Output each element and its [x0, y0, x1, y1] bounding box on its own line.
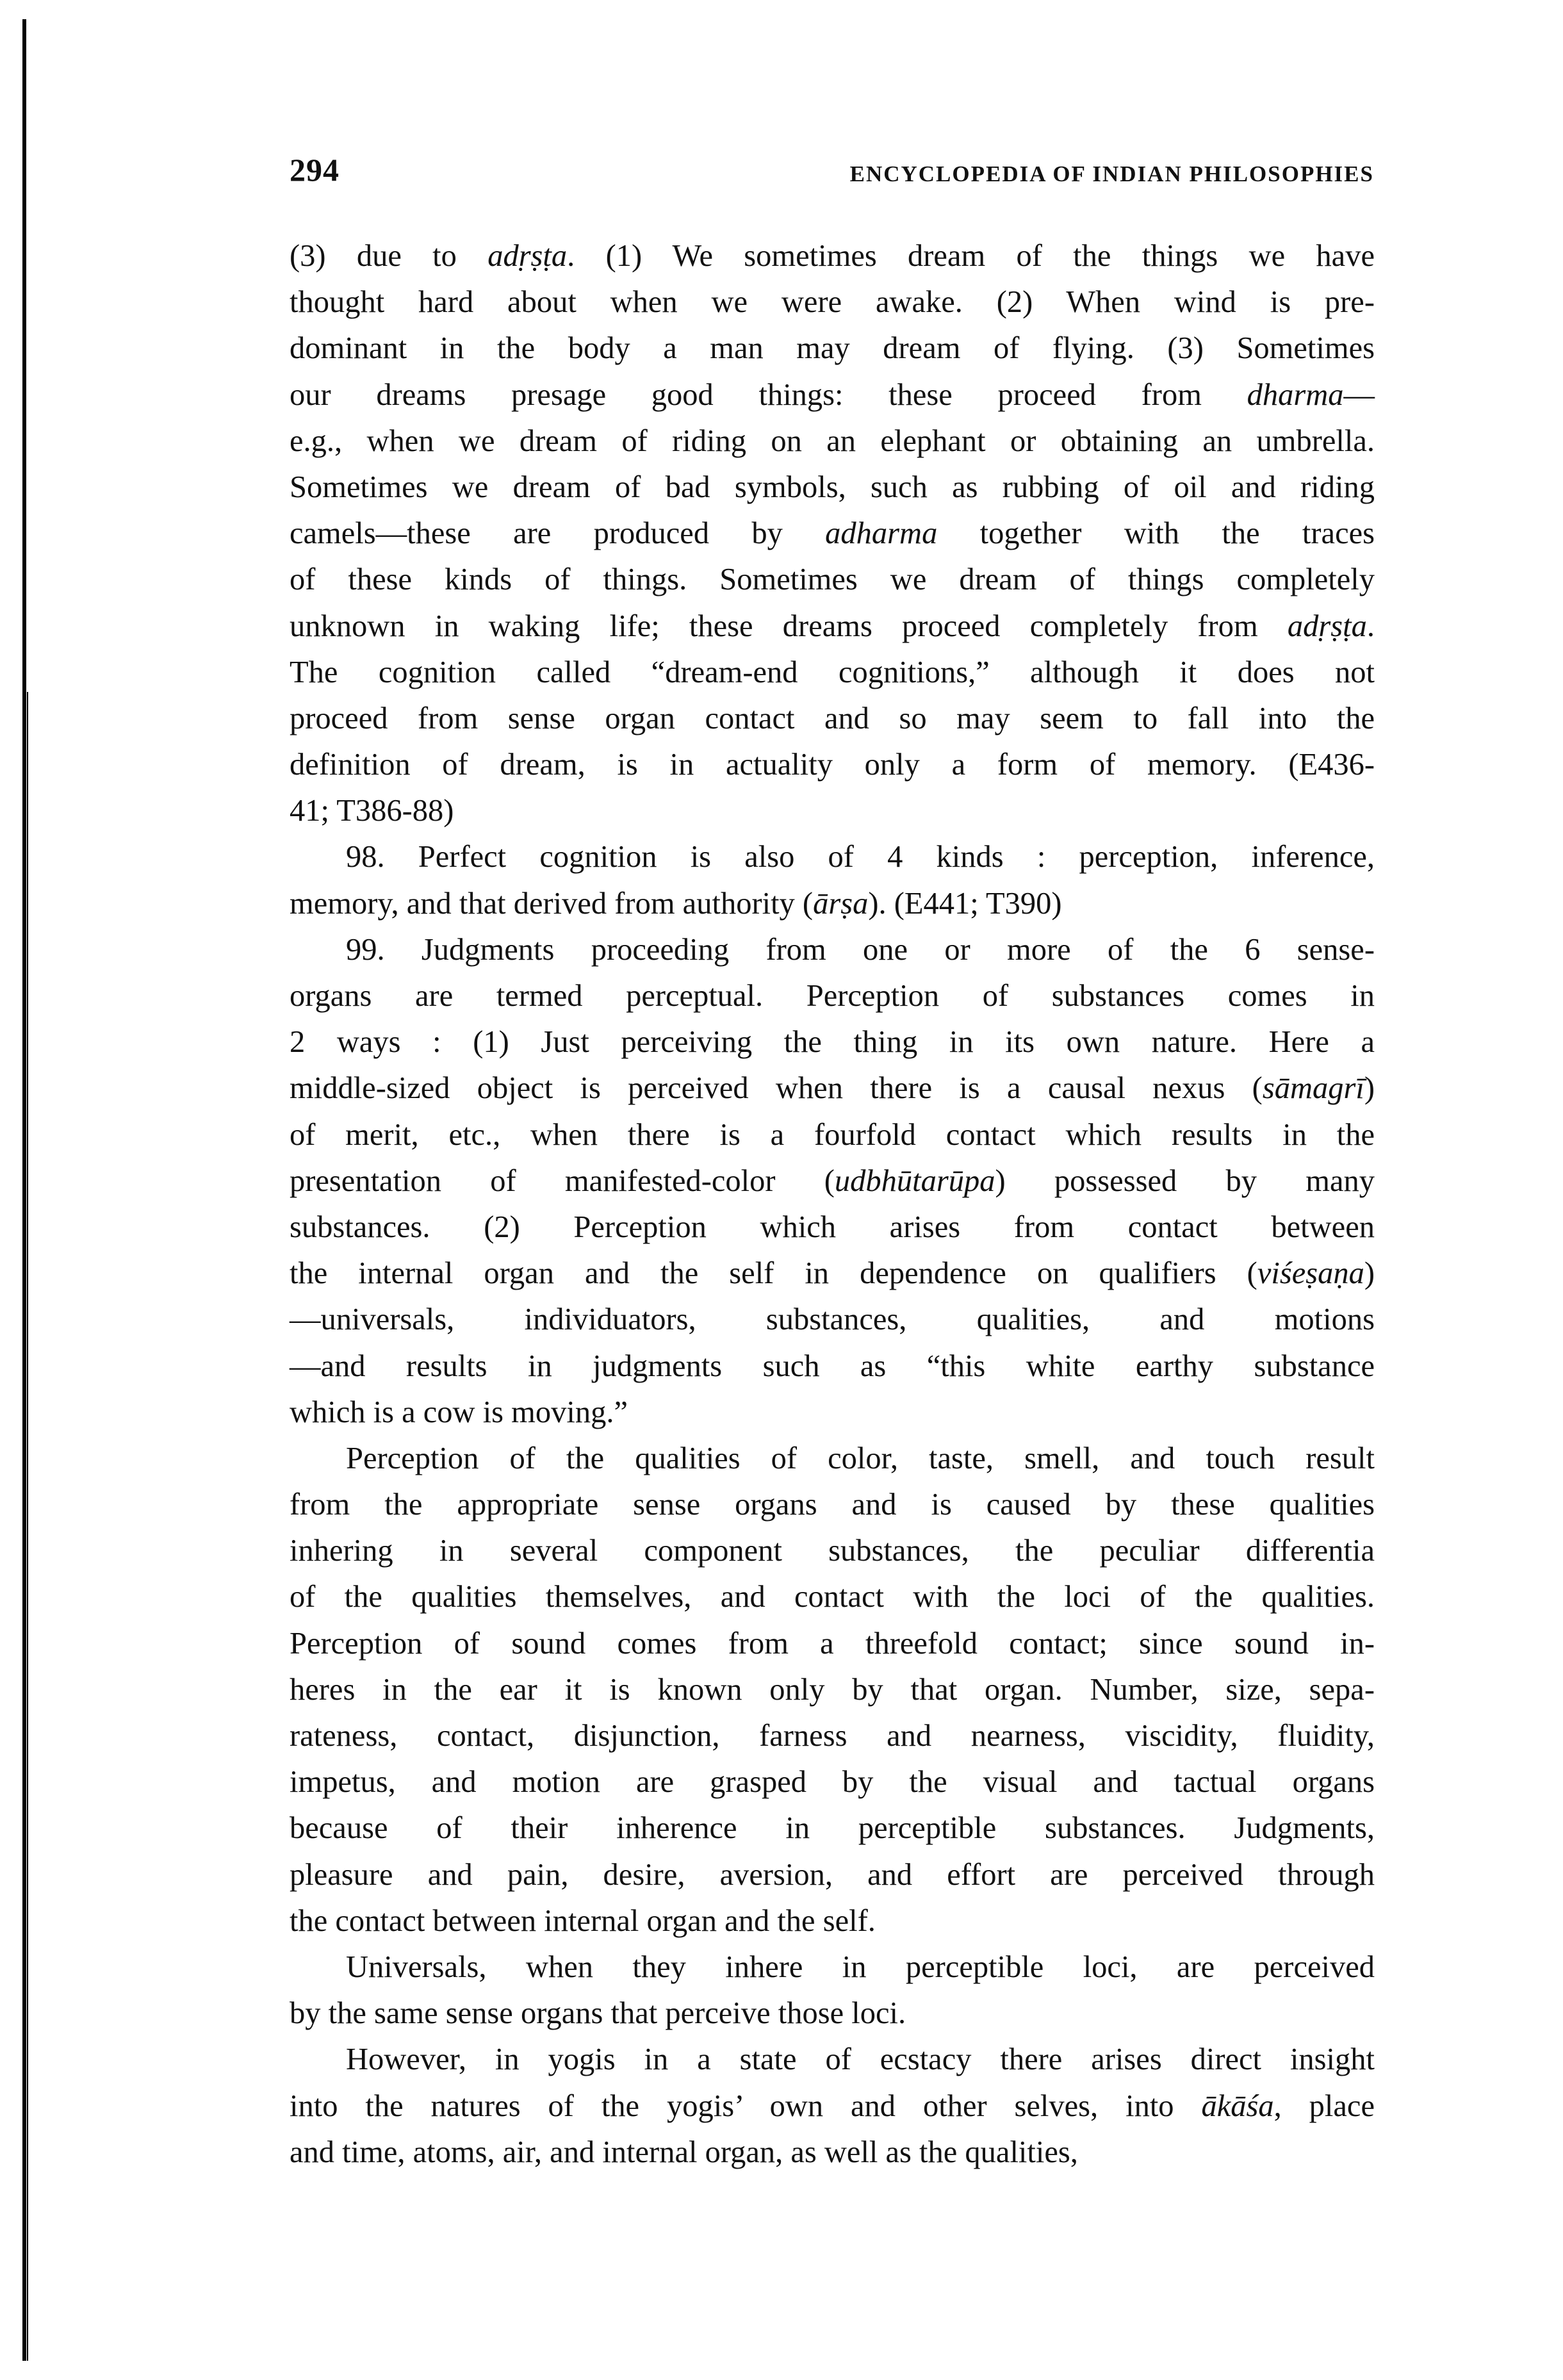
text-run: middle-sized object is perceived when there is a causal nexus (	[290, 1071, 1263, 1106]
text-run: Sometimes we dream of bad symbols, such as rubbing of oil and riding	[290, 470, 1375, 504]
text-run: —and results in judgments such as “this white earthy substance	[290, 1349, 1375, 1383]
text-line	[290, 1297, 1375, 1343]
text-run: )	[1364, 1256, 1375, 1291]
text-run: thought hard about when we were awake. (2) When wind is pre-	[290, 285, 1375, 320]
text-line	[290, 557, 1375, 603]
text-line	[290, 233, 1375, 279]
text-run: Universals, when they inhere in perceptible loci, are perceived	[346, 1949, 1375, 1984]
text-line	[290, 511, 1375, 557]
text-line	[290, 1805, 1375, 1851]
text-line	[290, 1713, 1375, 1759]
paragraph-perception-qualities	[290, 1436, 1375, 1944]
text-run: proceed from sense organ contact and so may seem to fall into the	[290, 701, 1375, 735]
text-line	[290, 742, 1375, 788]
text-line	[290, 881, 1375, 927]
text-line	[290, 1528, 1375, 1574]
text-run: 98. Perfect cognition is also of 4 kinds : perception, inference,	[346, 840, 1375, 874]
text-run: ) possessed by many	[995, 1163, 1375, 1198]
text-run: of the qualities themselves, and contact with the loci of the qualities.	[290, 1580, 1375, 1614]
text-run: the contact between internal organ and the self.	[290, 1903, 876, 1938]
text-line	[290, 1574, 1375, 1620]
text-run: inhering in several component substances, the peculiar differentia	[290, 1534, 1375, 1568]
italic-term: sāmagrī	[1262, 1071, 1364, 1106]
text-line	[290, 1065, 1375, 1112]
text-line	[290, 1621, 1375, 1667]
text-line	[290, 325, 1375, 372]
paragraph-yogis	[290, 2037, 1375, 2176]
text-run: ). (E441; T390)	[868, 886, 1062, 921]
paragraph-universals	[290, 1944, 1375, 2037]
scan-binding-edge-inner	[27, 692, 28, 2361]
text-line	[290, 2083, 1375, 2130]
text-run: —universals, individuators, substances, qualities, and motions	[290, 1302, 1375, 1337]
text-run: our dreams presage good things: these proceed from	[290, 377, 1247, 412]
text-line	[290, 1158, 1375, 1204]
text-line	[290, 973, 1375, 1019]
running-header: ENCYCLOPEDIA OF INDIAN PHILOSOPHIES	[849, 161, 1374, 186]
text-line	[290, 1204, 1375, 1251]
scan-binding-edge	[22, 19, 26, 2361]
italic-term: dharma	[1247, 377, 1344, 412]
text-line	[290, 1112, 1375, 1158]
text-run: camels—these are produced by	[290, 516, 826, 551]
text-run: e.g., when we dream of riding on an elephant or obtaining an umbrella.	[290, 423, 1375, 458]
text-run: —	[1343, 377, 1375, 412]
text-line	[290, 2130, 1375, 2176]
text-run: from the appropriate sense organs and is caused by these qualities	[290, 1488, 1375, 1522]
text-run: and time, atoms, air, and internal organ, as well as the qualities,	[290, 2135, 1078, 2169]
text-run: )	[1364, 1071, 1375, 1106]
page-number: 294	[290, 152, 340, 188]
text-line	[290, 834, 1375, 880]
text-run: pleasure and pain, desire, aversion, and effort are perceived through	[290, 1857, 1375, 1892]
text-line	[290, 1990, 1375, 2037]
text-run: , place	[1273, 2089, 1375, 2123]
italic-term: adharma	[825, 516, 938, 551]
text-line	[290, 2037, 1375, 2083]
text-run: . (1) We sometimes dream of the things we have	[567, 239, 1375, 273]
paragraph-continued	[290, 233, 1375, 834]
text-run: Perception of the qualities of color, taste, smell, and touch result	[346, 1441, 1375, 1475]
text-run: by the same sense organs that perceive those loci.	[290, 1996, 906, 2031]
text-line	[290, 1482, 1375, 1528]
text-line	[290, 464, 1375, 511]
text-run: the internal organ and the self in dependence on qualifiers (	[290, 1256, 1257, 1291]
text-run: However, in yogis in a state of ecstacy there arises direct insight	[346, 2042, 1375, 2077]
text-line	[290, 279, 1375, 325]
italic-term: adṛṣṭa	[1287, 609, 1367, 643]
text-run: together with the traces	[937, 516, 1375, 551]
text-line	[290, 1251, 1375, 1297]
text-run: presentation of manifested-color (	[290, 1163, 835, 1198]
text-run: unknown in waking life; these dreams proceed completely from	[290, 609, 1288, 643]
text-run: .	[1366, 609, 1375, 643]
text-run: into the natures of the yogis’ own and other selves, into	[290, 2089, 1202, 2123]
italic-term: ākāśa	[1201, 2089, 1274, 2123]
text-line	[290, 1944, 1375, 1990]
text-run: 2 ways : (1) Just perceiving the thing in its own nature. Here a	[290, 1025, 1375, 1060]
text-run: 41; T386-88)	[290, 794, 454, 828]
text-run: memory, and that derived from authority (	[290, 886, 814, 921]
text-line	[290, 1667, 1375, 1713]
text-run: substances. (2) Perception which arises from contact between	[290, 1210, 1375, 1244]
text-run: of these kinds of things. Sometimes we dream of things completely	[290, 562, 1375, 597]
text-run: because of their inherence in perceptible substances. Judgments,	[290, 1811, 1375, 1846]
italic-term: udbhūtarūpa	[834, 1163, 995, 1198]
text-run: dominant in the body a man may dream of flying. (3) Sometimes	[290, 331, 1375, 366]
text-run: organs are termed perceptual. Perception of substances comes in	[290, 979, 1375, 1013]
text-line	[290, 418, 1375, 464]
text-line	[290, 1852, 1375, 1898]
text-line	[290, 1343, 1375, 1390]
text-line	[290, 603, 1375, 650]
text-run: of merit, etc., when there is a fourfold contact which results in the	[290, 1117, 1375, 1152]
text-line	[290, 372, 1375, 418]
text-run: heres in the ear it is known only by that organ. Number, size, sepa-	[290, 1672, 1375, 1707]
text-run: rateness, contact, disjunction, farness and nearness, viscidity, fluidity,	[290, 1719, 1375, 1753]
text-line	[290, 650, 1375, 696]
text-line	[290, 1759, 1375, 1805]
paragraph-99	[290, 927, 1375, 1436]
text-run: definition of dream, is in actuality only a form of memory. (E436-	[290, 748, 1375, 782]
body-text	[290, 233, 1375, 2176]
text-line	[290, 696, 1375, 742]
text-line	[290, 788, 1375, 834]
text-line	[290, 927, 1375, 973]
text-run: The cognition called “dream-end cognitions,” although it does not	[290, 655, 1375, 689]
italic-term: ārṣa	[813, 886, 869, 921]
text-run: impetus, and motion are grasped by the visual and tactual organs	[290, 1765, 1375, 1800]
text-run: (3) due to	[290, 239, 488, 273]
text-line	[290, 1019, 1375, 1065]
text-line	[290, 1898, 1375, 1944]
italic-term: adṛṣṭa	[487, 239, 568, 273]
text-run: 99. Judgments proceeding from one or more of the 6 sense-	[346, 932, 1375, 967]
text-run: which is a cow is moving.”	[290, 1395, 628, 1429]
italic-term: viśeṣaṇa	[1257, 1256, 1364, 1291]
text-line	[290, 1436, 1375, 1482]
paragraph-98	[290, 834, 1375, 926]
text-run: Perception of sound comes from a threefold contact; since sound in-	[290, 1626, 1375, 1661]
text-line	[290, 1390, 1375, 1436]
